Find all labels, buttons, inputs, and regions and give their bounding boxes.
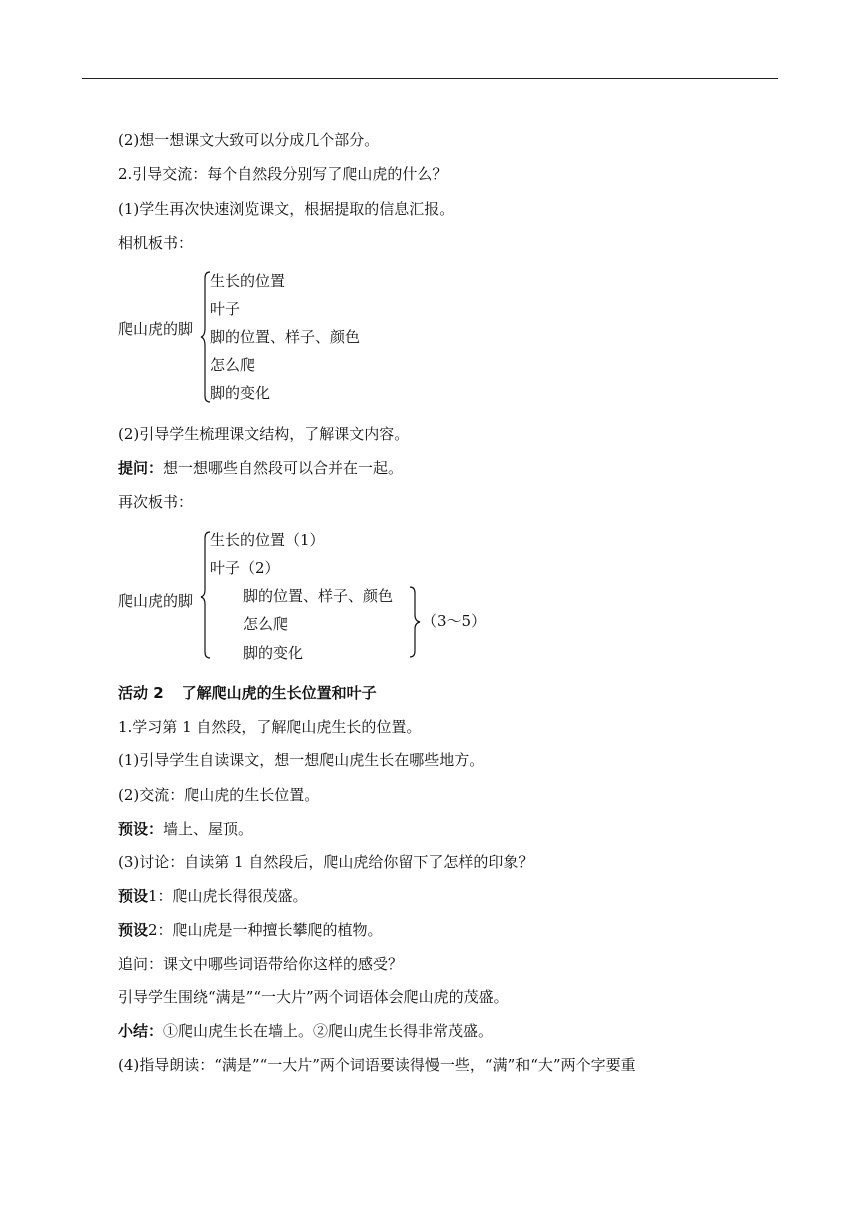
inline-text: 2：爬山虎是一种擅长攀爬的植物。 [148,921,383,939]
activity-heading [118,683,377,703]
board-item: 怎么爬 [210,356,256,374]
text-line: 1.学习第 1 自然段，了解爬山虎生长的位置。 [118,718,422,736]
activity-title: 了解爬山虎的生长位置和叶子 [181,684,377,702]
inline-text: 1：爬山虎长得很茂盛。 [148,887,308,905]
inline-label: 预设： [118,820,164,838]
board-group-label: （3～5） [422,612,487,630]
text-line: (4)指导朗读：“满是”“一大片”两个词语要读得慢一些，“满”和“大”两个字要重 [118,1056,636,1074]
text-line [118,886,308,906]
text-line: 引导学生围绕“满是”“一大片”两个词语体会爬山虎的茂盛。 [118,988,509,1006]
text-line [118,458,403,478]
text-line: (3)讨论：自读第 1 自然段后，爬山虎给你留下了怎样的印象？ [118,853,534,871]
board-item: 脚的位置、样子、颜色 [243,587,394,605]
board-item: 叶子（2） [210,559,280,577]
board-item: 脚的变化 [210,384,271,402]
inline-label: 提问： [118,459,164,477]
text-line: 追问：课文中哪些词语带给你这样的感受？ [118,955,404,973]
text-line: 相机板书： [118,234,194,252]
board-item: 生长的位置（1） [210,531,325,549]
inline-label: 预设 [118,887,149,905]
text-line: (2)想一想课文大致可以分成几个部分。 [118,131,380,149]
inline-label: 预设 [118,921,149,939]
board-item: 怎么爬 [243,615,289,633]
text-line [118,1021,493,1041]
board-item: 脚的变化 [243,644,304,662]
header-rule [82,78,778,79]
board-item: 脚的位置、样子、颜色 [210,328,361,346]
activity-label: 活动 2 [118,684,164,702]
text-line: (1)引导学生自读课文，想一想爬山虎生长在哪些地方。 [118,751,485,769]
inline-text: 墙上、屋顶。 [163,820,254,838]
text-line: 2.引导交流：每个自然段分别写了爬山虎的什么？ [118,165,448,183]
text-line: 再次板书： [118,493,194,511]
inline-text: ①爬山虎生长在墙上。②爬山虎生长得非常茂盛。 [163,1022,494,1040]
brace-right-icon [408,585,422,661]
text-line [118,819,253,839]
board-root: 爬山虎的脚 [118,592,194,610]
text-line: (2)引导学生梳理课文结构，了解课文内容。 [118,425,410,443]
inline-text: 想一想哪些自然段可以合并在一起。 [163,459,404,477]
board-item: 叶子 [210,300,241,318]
inline-label: 小结： [118,1022,164,1040]
board-root: 爬山虎的脚 [118,320,194,338]
text-line [118,920,383,940]
board-item: 生长的位置 [210,272,286,290]
text-line: (2)交流：爬山虎的生长位置。 [118,786,320,804]
text-line: (1)学生再次快速浏览课文，根据提取的信息汇报。 [118,200,455,218]
